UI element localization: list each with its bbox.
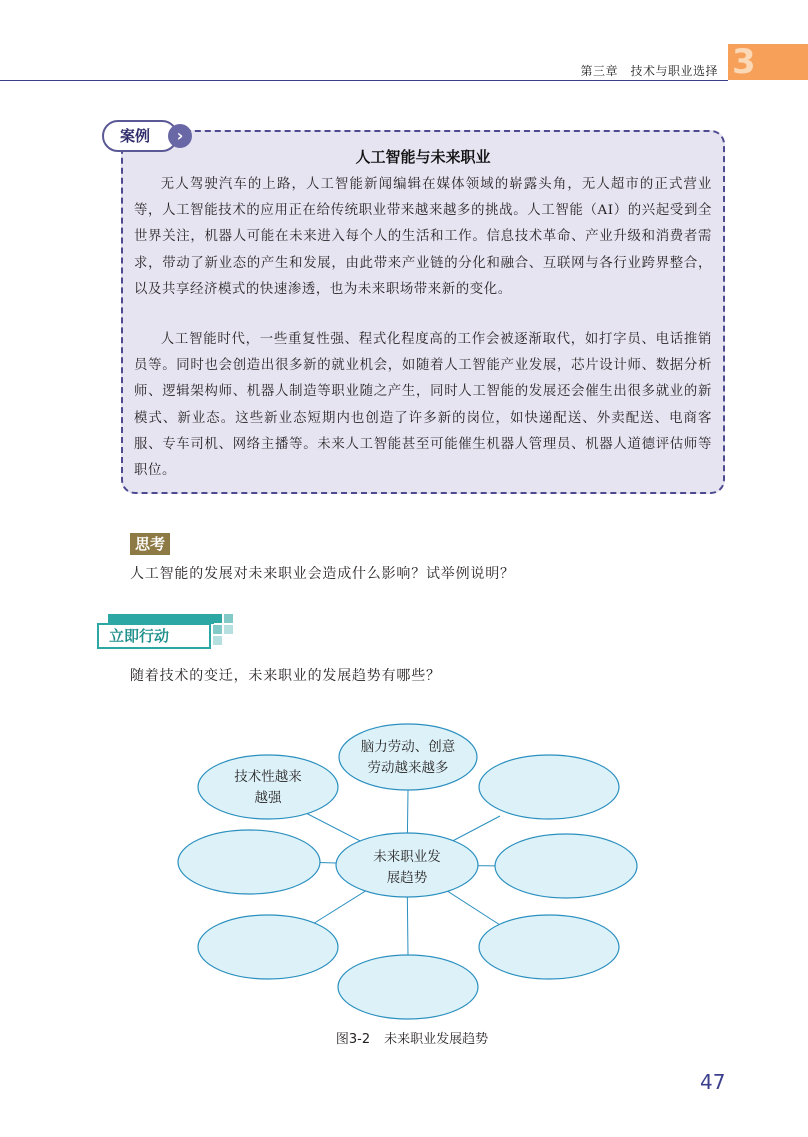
chapter-number-tab: 3: [728, 44, 808, 80]
node-technical: [198, 755, 338, 819]
case-tag-label: 案例: [102, 120, 178, 152]
figure-caption: [0, 1028, 808, 1047]
node-center-line2: 展趋势: [386, 870, 428, 886]
node-technical-line2: 越强: [254, 790, 282, 806]
action-header-label: 立即行动: [97, 623, 211, 649]
node-brain-creative-line1: 脑力劳动、创意: [360, 739, 456, 755]
node-empty-left: [178, 830, 320, 894]
action-question: 随着技术的变迁，未来职业的发展趋势有哪些？: [130, 668, 441, 684]
chevron-right-icon: ›: [168, 124, 192, 148]
node-empty-upper-right: [479, 755, 619, 819]
node-brain-creative-line2: 劳动越来越多: [367, 760, 449, 776]
node-center-line1: 未来职业发: [373, 849, 441, 865]
node-empty-right: [495, 834, 637, 898]
header-rule: [0, 80, 728, 81]
think-question: 人工智能的发展对未来职业会造成什么影响？试举例说明？: [130, 566, 515, 582]
decor-square: [213, 625, 222, 634]
trend-diagram: [0, 700, 808, 1020]
page-number: 47: [700, 1070, 726, 1094]
running-header: 第三章 技术与职业选择: [580, 64, 718, 78]
case-title: 人工智能与未来职业: [355, 148, 491, 166]
case-paragraph-2: 人工智能时代，一些重复性强、程式化程度高的工作会被逐渐取代，如打字员、电话推销员等。同时也会创造出很多新的就业机会，如随着人工智能产业发展，芯片设计师、数据分析师、逻辑架构师、机器人制造等职业随之产生，同时人工智能的发展还会催生出很多就业的新模式、新业态。这些新业态短期内也创造了许多新的岗位，如快递配送、外卖配送、电商客服、专车司机、网络主播等。未来人工智能甚至可能催生机器人管理员、机器人道德评估师等职位。: [134, 332, 712, 479]
figure-title: 未来职业发展趋势: [384, 1032, 489, 1047]
node-technical-line1: 技术性越来: [234, 769, 302, 785]
case-paragraph-1: 无人驾驶汽车的上路，人工智能新闻编辑在媒体领域的崭露头角，无人超市的正式营业等，人工智能技术的应用正在给传统职业带来越来越多的挑战。人工智能（AI）的兴起受到全世界关注，机器人可能在未来进入每个人的生活和工作。信息技术革命、产业升级和消费者需求，带动了新业态的产生和发展，由此带来产业链的分化和融合、互联网与各行业跨界整合，以及共享经济模式的快速渗透，也为未来职场带来新的变化。: [134, 177, 712, 297]
decor-square: [224, 614, 233, 623]
node-empty-lower-left: [198, 915, 338, 979]
decor-square: [213, 636, 222, 645]
node-empty-bottom: [338, 955, 478, 1019]
node-empty-lower-right: [479, 915, 619, 979]
figure-number: 图3-2: [335, 1032, 371, 1047]
node-center: [336, 833, 478, 897]
node-brain-creative: [339, 724, 477, 790]
think-label: 思考: [130, 533, 170, 555]
decor-square: [213, 614, 222, 623]
decor-square: [224, 625, 233, 634]
case-tag: [102, 120, 192, 154]
